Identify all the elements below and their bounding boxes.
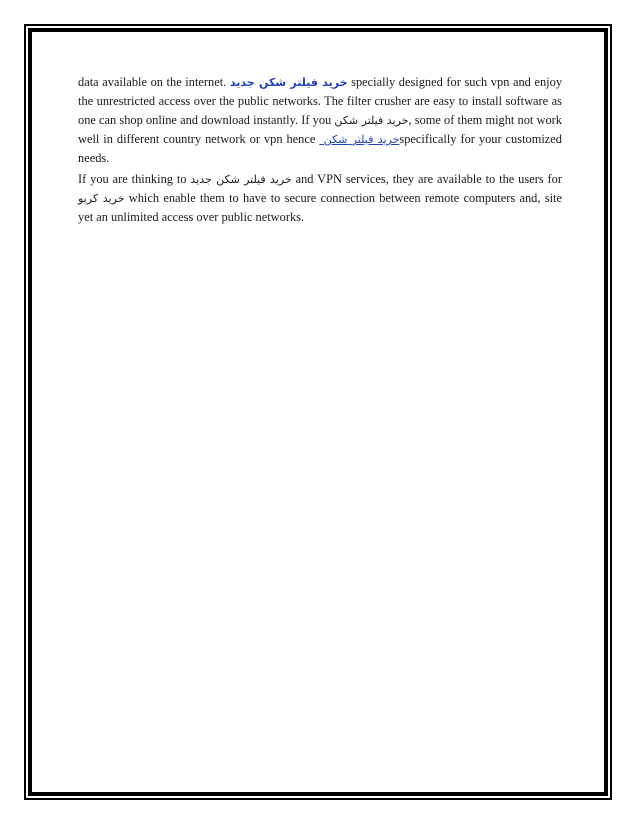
persian-phrase-buy-filter-breaker: خرید فیلتر شکن bbox=[334, 114, 409, 127]
paragraph-1-text-2: specially designed for such vpn and enjoy the unrestricted access over the public networks. The filter crusher are easy to install software as one can shop online and download instantly. If you bbox=[78, 75, 563, 127]
paragraph-1-text-4: specifically for your customized needs. bbox=[78, 132, 562, 165]
paragraph-2 bbox=[78, 170, 562, 227]
document-body bbox=[78, 73, 562, 229]
persian-link-buy-filter-breaker[interactable]: خرید فیلتر شکن bbox=[319, 133, 400, 146]
persian-phrase-buy-new-filter-breaker: خرید فیلتر شکن جدید bbox=[190, 173, 292, 186]
persian-phrase-buy-kerio: خرید کریو bbox=[78, 192, 125, 205]
paragraph-2-text-3: which enable them to have to secure connection between remote computers and, site yet an unlimited access over public networks. bbox=[78, 191, 562, 224]
paragraph-1-text-1: data available on the internet. bbox=[78, 75, 230, 89]
paragraph-1-text-3: , some of them might not work well in different country network or vpn hence bbox=[78, 113, 562, 146]
paragraph-2-text-1: If you are thinking to bbox=[78, 172, 191, 186]
persian-link-buy-new-filter-breaker[interactable]: خرید فیلتر شکن جدید bbox=[229, 76, 348, 89]
paragraph-2-text-2: and VPN services, they are available to the users for bbox=[291, 172, 562, 186]
paragraph-1 bbox=[78, 73, 562, 168]
